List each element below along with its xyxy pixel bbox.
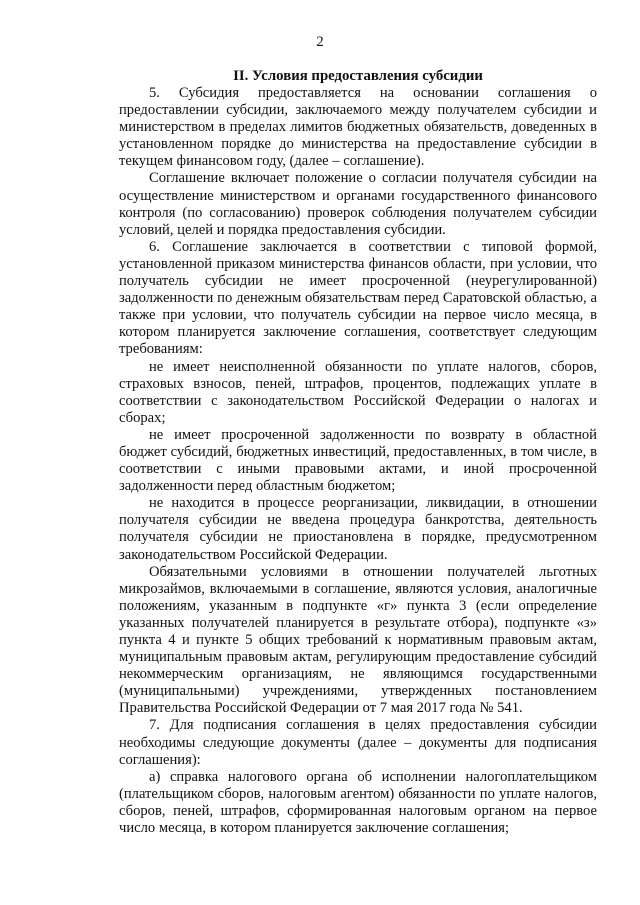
page-number: 2	[316, 34, 324, 50]
paragraph: не имеет неисполненной обязанности по уплате налогов, сборов, страховых взносов, пеней, штрафов, процентов, подлежащих уплате в соответствии с законодательством Российской Федерации о налогах и сборах;	[119, 358, 597, 426]
paragraph: не находится в процессе реорганизации, ликвидации, в отношении получателя субсидии не введена процедура банкротства, деятельность получателя субсидии не приостановлена в порядке, предусмотренном законодательством Российской Федерации.	[119, 495, 597, 563]
paragraph: не имеет просроченной задолженности по возврату в областной бюджет субсидий, бюджетных инвестиций, предоставленных, в том числе, в соответствии с иными правовыми актами, и иной просроченной задолженности перед областным бюджетом;	[119, 426, 597, 495]
paragraph: Обязательными условиями в отношении получателей льготных микрозаймов, включаемыми в соглашение, являются условия, аналогичные положениям, указанным в подпункте «г» пункта 3 (если определение указанных получателей планируется в результате отбора), подпункте «з» пункта 4 и пункте 5 общих требований к нормативным правовым актам, муниципальным правовым актам, регулирующим предоставление субсидий некоммерческим организациям, не являющимся государственными (муниципальными) учреждениями, утвержденных постановлением Правительства Российской Федерации от 7 мая 2017 года № 541.	[119, 563, 597, 717]
document-body	[119, 67, 597, 837]
paragraph: 5. Субсидия предоставляется на основании соглашения о предоставлении субсидии, заключаемого между получателем субсидии и министерством в пределах лимитов бюджетных обязательств, доведенных в установленном порядке до министерства на предоставление субсидии в текущем финансовом году, (далее – соглашение).	[119, 85, 597, 170]
section-title: II. Условия предоставления субсидии	[233, 68, 483, 84]
paragraph: 7. Для подписания соглашения в целях предоставления субсидии необходимы следующие документы (далее – документы для подписания соглашения):	[119, 717, 597, 768]
paragraph: а) справка налогового органа об исполнении налогоплательщиком (плательщиком сборов, налоговым агентом) обязанности по уплате налогов, сборов, пеней, штрафов, сформированная налоговым органом на первое число месяца, в котором планируется заключение соглашения;	[119, 768, 597, 837]
paragraph: 6. Соглашение заключается в соответствии с типовой формой, установленной приказом министерства финансов области, при условии, что получатель субсидии не имеет просроченной (неурегулированной) задолженности по денежным обязательствам перед Саратовской областью, а также при условии, что получатель субсидии на первое число месяца, в котором планируется заключение соглашения, соответствует следующим требованиям:	[119, 238, 597, 358]
paragraph: Соглашение включает положение о согласии получателя субсидии на осуществление министерством и органами государственного финансового контроля (по согласованию) проверок соблюдения получателем субсидии условий, целей и порядка предоставления субсидии.	[119, 170, 597, 238]
